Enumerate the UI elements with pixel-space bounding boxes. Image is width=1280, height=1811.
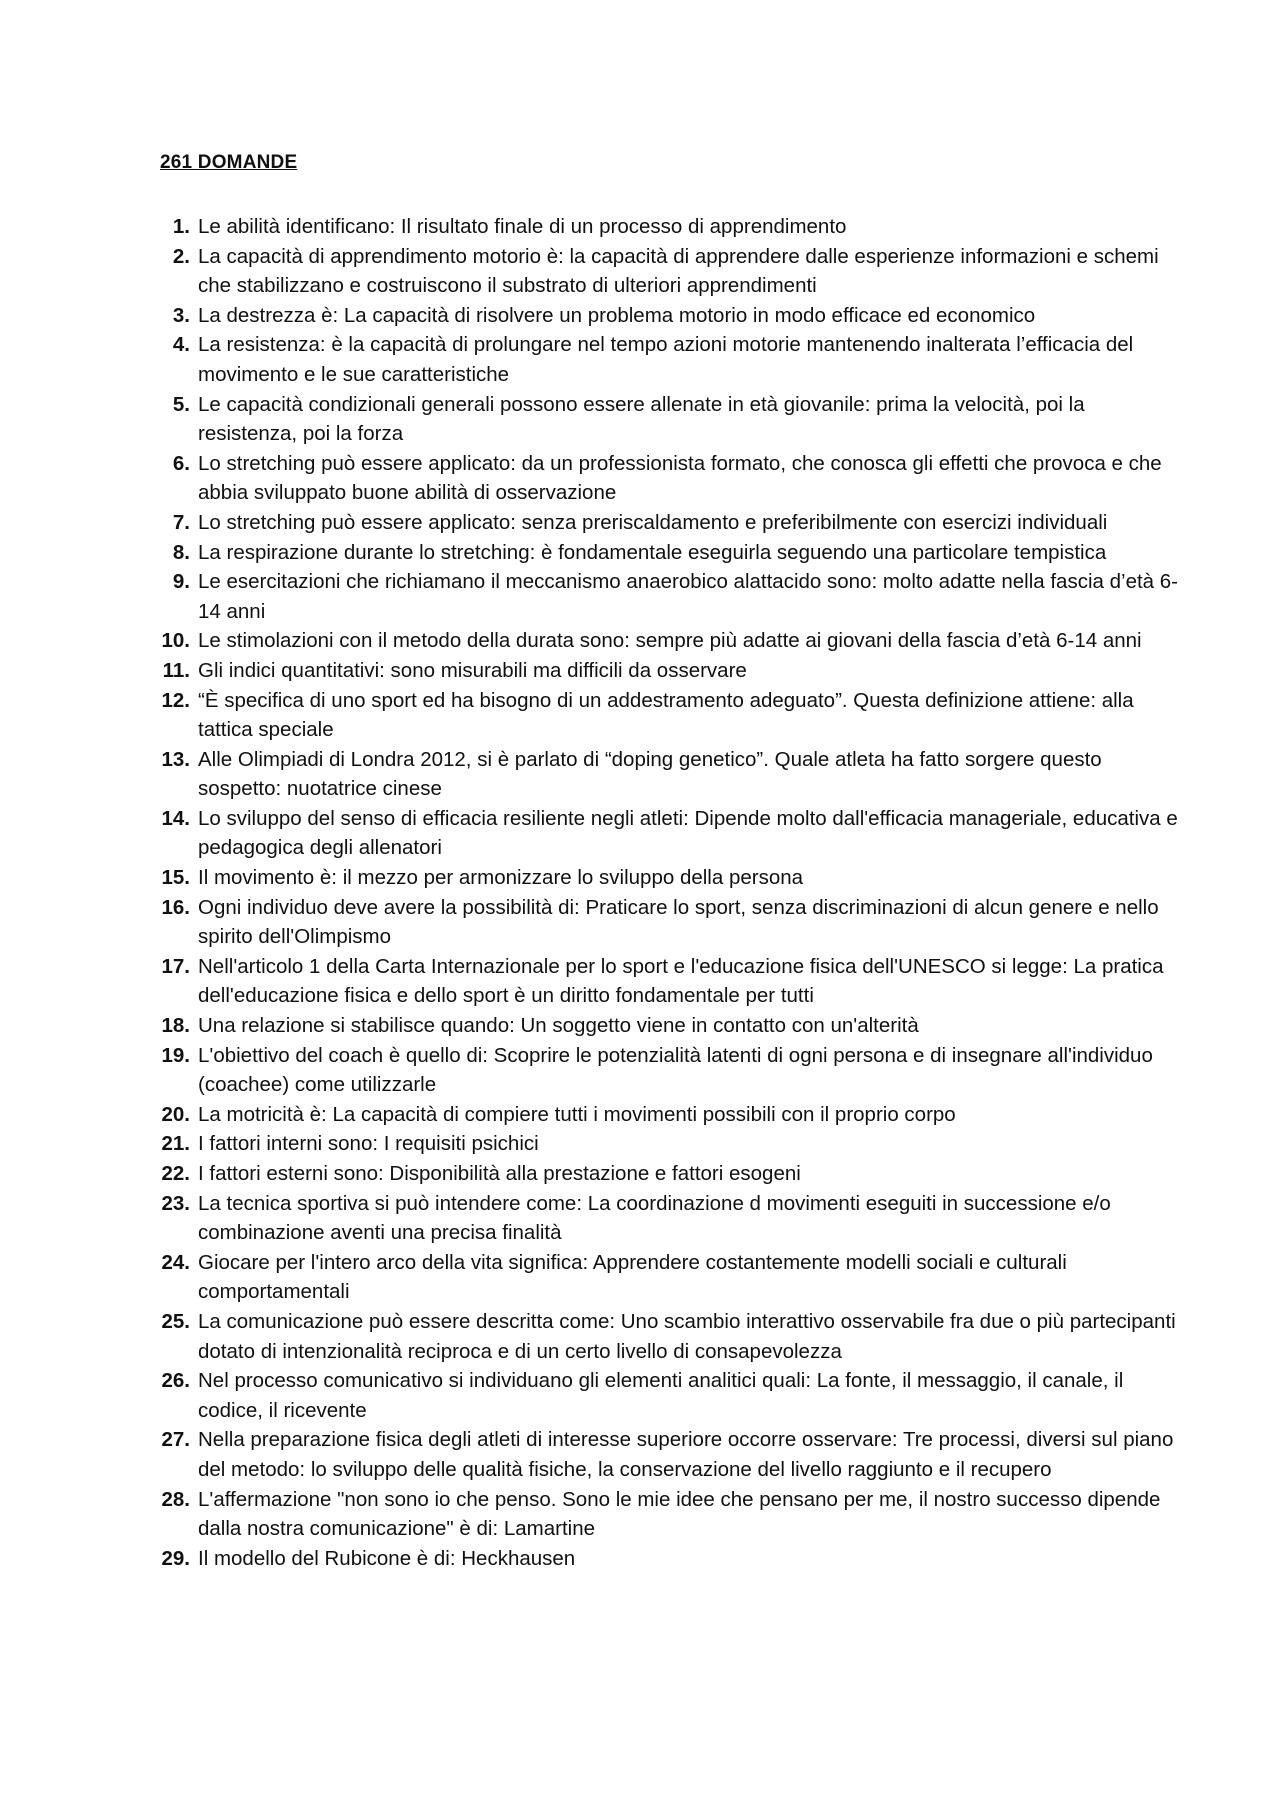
question-text: Ogni individuo deve avere la possibilità di: Praticare lo sport, senza discriminazioni di alcun genere e nello spirito dell'Olimpismo — [198, 895, 1159, 949]
question-number: 9. — [172, 570, 190, 594]
list-item — [150, 626, 1180, 656]
question-text: La motricità è: La capacità di compiere tutti i movimenti possibili con il proprio corpo — [198, 1102, 956, 1126]
list-item — [150, 863, 1180, 893]
question-text: Lo stretching può essere applicato: da un professionista formato, che conosca gli effetti che provoca e che abbia sviluppato buone abilità di osservazione — [198, 451, 1162, 505]
list-item — [150, 242, 1180, 301]
question-text: Nella preparazione fisica degli atleti di interesse superiore occorre osservare: Tre processi, diversi sul piano del metodo: lo sviluppo delle qualità fisiche, la conservazione del livello raggiunto e il recupero — [198, 1428, 1174, 1481]
question-number: 26. — [161, 1369, 190, 1393]
question-number: 23. — [161, 1191, 190, 1215]
list-item — [150, 1189, 1180, 1248]
question-number: 13. — [161, 747, 190, 771]
question-text: La tecnica sportiva si può intendere come: La coordinazione d movimenti eseguiti in successione e/o combinazione aventi una precisa finalità — [198, 1191, 1111, 1245]
question-text: Le stimolazioni con il metodo della durata sono: sempre più adatte ai giovani della fascia d’età 6-14 anni — [198, 629, 1142, 653]
list-item — [150, 390, 1180, 449]
question-number: 7. — [172, 510, 190, 534]
list-item — [150, 804, 1180, 863]
question-text: La comunicazione può essere descritta come: Uno scambio interattivo osservabile fra due o più partecipanti dotato di intenzionalità reciproca e di un certo livello di consapevolezza — [198, 1309, 1176, 1363]
question-number: 15. — [161, 866, 190, 890]
list-item — [150, 1100, 1180, 1130]
question-number: 27. — [161, 1428, 190, 1452]
question-text: Alle Olimpiadi di Londra 2012, si è parlato di “doping genetico”. Quale atleta ha fatto sorgere questo sospetto: nuotatrice cinese — [198, 747, 1102, 801]
question-text: Una relazione si stabilisce quando: Un soggetto viene in contatto con un'alterità — [198, 1014, 919, 1038]
question-text: L'obiettivo del coach è quello di: Scoprire le potenzialità latenti di ogni persona e di insegnare all'individuo (coachee) come utilizzarle — [198, 1043, 1153, 1097]
question-number: 19. — [161, 1043, 190, 1067]
question-number: 12. — [161, 688, 190, 712]
question-list — [150, 212, 1180, 1573]
question-number: 14. — [161, 806, 190, 830]
question-text: Gli indici quantitativi: sono misurabili ma difficili da osservare — [198, 658, 747, 682]
question-text: Lo sviluppo del senso di efficacia resiliente negli atleti: Dipende molto dall'efficacia manageriale, educativa e pedagogica degli allenatori — [198, 806, 1178, 860]
question-number: 22. — [161, 1162, 190, 1185]
list-item — [150, 745, 1180, 804]
list-item — [150, 1159, 1180, 1189]
list-item — [150, 1129, 1180, 1159]
question-text: Le esercitazioni che richiamano il meccanismo anaerobico alattacido sono: molto adatte nella fascia d’età 6-14 anni — [198, 570, 1178, 623]
list-item — [150, 1366, 1180, 1425]
list-item — [150, 567, 1180, 626]
list-item — [150, 301, 1180, 331]
question-text: Le abilità identificano: Il risultato finale di un processo di apprendimento — [198, 215, 847, 238]
question-number: 4. — [172, 333, 190, 357]
question-text: I fattori esterni sono: Disponibilità alla prestazione e fattori esogeni — [198, 1162, 801, 1185]
list-item — [150, 1485, 1180, 1544]
list-item — [150, 1011, 1180, 1041]
list-item — [150, 686, 1180, 745]
document-title: 261 DOMANDE — [160, 152, 298, 173]
question-number: 28. — [161, 1487, 190, 1511]
list-item — [150, 449, 1180, 508]
question-text: La destrezza è: La capacità di risolvere un problema motorio in modo efficace ed economico — [198, 303, 1036, 327]
question-text: “È specifica di uno sport ed ha bisogno di un addestramento adeguato”. Questa definizione attiene: alla tattica speciale — [198, 688, 1134, 742]
question-text: La respirazione durante lo stretching: è fondamentale eseguirla seguendo una particolare tempistica — [198, 540, 1107, 564]
list-item — [150, 1248, 1180, 1307]
question-number: 8. — [172, 540, 190, 564]
question-number: 25. — [161, 1309, 190, 1333]
list-item — [150, 952, 1180, 1011]
question-number: 10. — [161, 629, 190, 653]
question-text: Giocare per l'intero arco della vita significa: Apprendere costantemente modelli sociali e culturali comportamentali — [198, 1250, 1067, 1304]
question-number: 18. — [161, 1014, 190, 1038]
list-item — [150, 656, 1180, 686]
question-text: Il modello del Rubicone è di: Heckhausen — [198, 1546, 576, 1570]
question-number: 2. — [172, 244, 190, 268]
question-text: L'affermazione "non sono io che penso. Sono le mie idee che pensano per me, il nostro successo dipende dalla nostra comunicazione" è di: Lamartine — [198, 1487, 1161, 1541]
question-number: 20. — [161, 1102, 190, 1126]
list-item — [150, 893, 1180, 952]
question-number: 17. — [161, 954, 190, 978]
list-item — [150, 538, 1180, 568]
question-text: Nell'articolo 1 della Carta Internazionale per lo sport e l'educazione fisica dell'UNESCO si legge: La pratica dell'educazione fisica e dello sport è un diritto fondamentale per tutti — [198, 954, 1164, 1008]
list-item — [150, 1544, 1180, 1574]
list-item — [150, 1425, 1180, 1484]
question-text: La capacità di apprendimento motorio è: la capacità di apprendere dalle esperienze informazioni e schemi che stabilizzano e costruiscono il substrato di ulteriori apprendimenti — [198, 244, 1159, 298]
list-item — [150, 1041, 1180, 1100]
list-item — [150, 330, 1180, 389]
list-item — [150, 212, 1180, 242]
question-text: Il movimento è: il mezzo per armonizzare lo sviluppo della persona — [198, 866, 804, 890]
question-number: 16. — [161, 895, 190, 919]
list-item — [150, 508, 1180, 538]
question-number: 5. — [172, 392, 190, 416]
question-number: 1. — [172, 215, 190, 238]
question-text: Nel processo comunicativo si individuano gli elementi analitici quali: La fonte, il messaggio, il canale, il codice, il ricevente — [198, 1369, 1124, 1422]
question-number: 29. — [161, 1546, 190, 1570]
question-number: 24. — [161, 1250, 190, 1274]
question-number: 3. — [172, 303, 190, 327]
question-text: La resistenza: è la capacità di prolungare nel tempo azioni motorie mantenendo inalterata l’efficacia del movimento e le sue caratteristiche — [198, 333, 1134, 386]
list-item — [150, 1307, 1180, 1366]
question-text: Le capacità condizionali generali possono essere allenate in età giovanile: prima la velocità, poi la resistenza, poi la forza — [198, 392, 1085, 446]
question-text: Lo stretching può essere applicato: senza preriscaldamento e preferibilmente con esercizi individuali — [198, 510, 1108, 534]
question-number: 21. — [161, 1132, 190, 1156]
question-number: 6. — [172, 451, 190, 475]
question-text: I fattori interni sono: I requisiti psichici — [198, 1132, 539, 1156]
question-number: 11. — [162, 658, 190, 682]
